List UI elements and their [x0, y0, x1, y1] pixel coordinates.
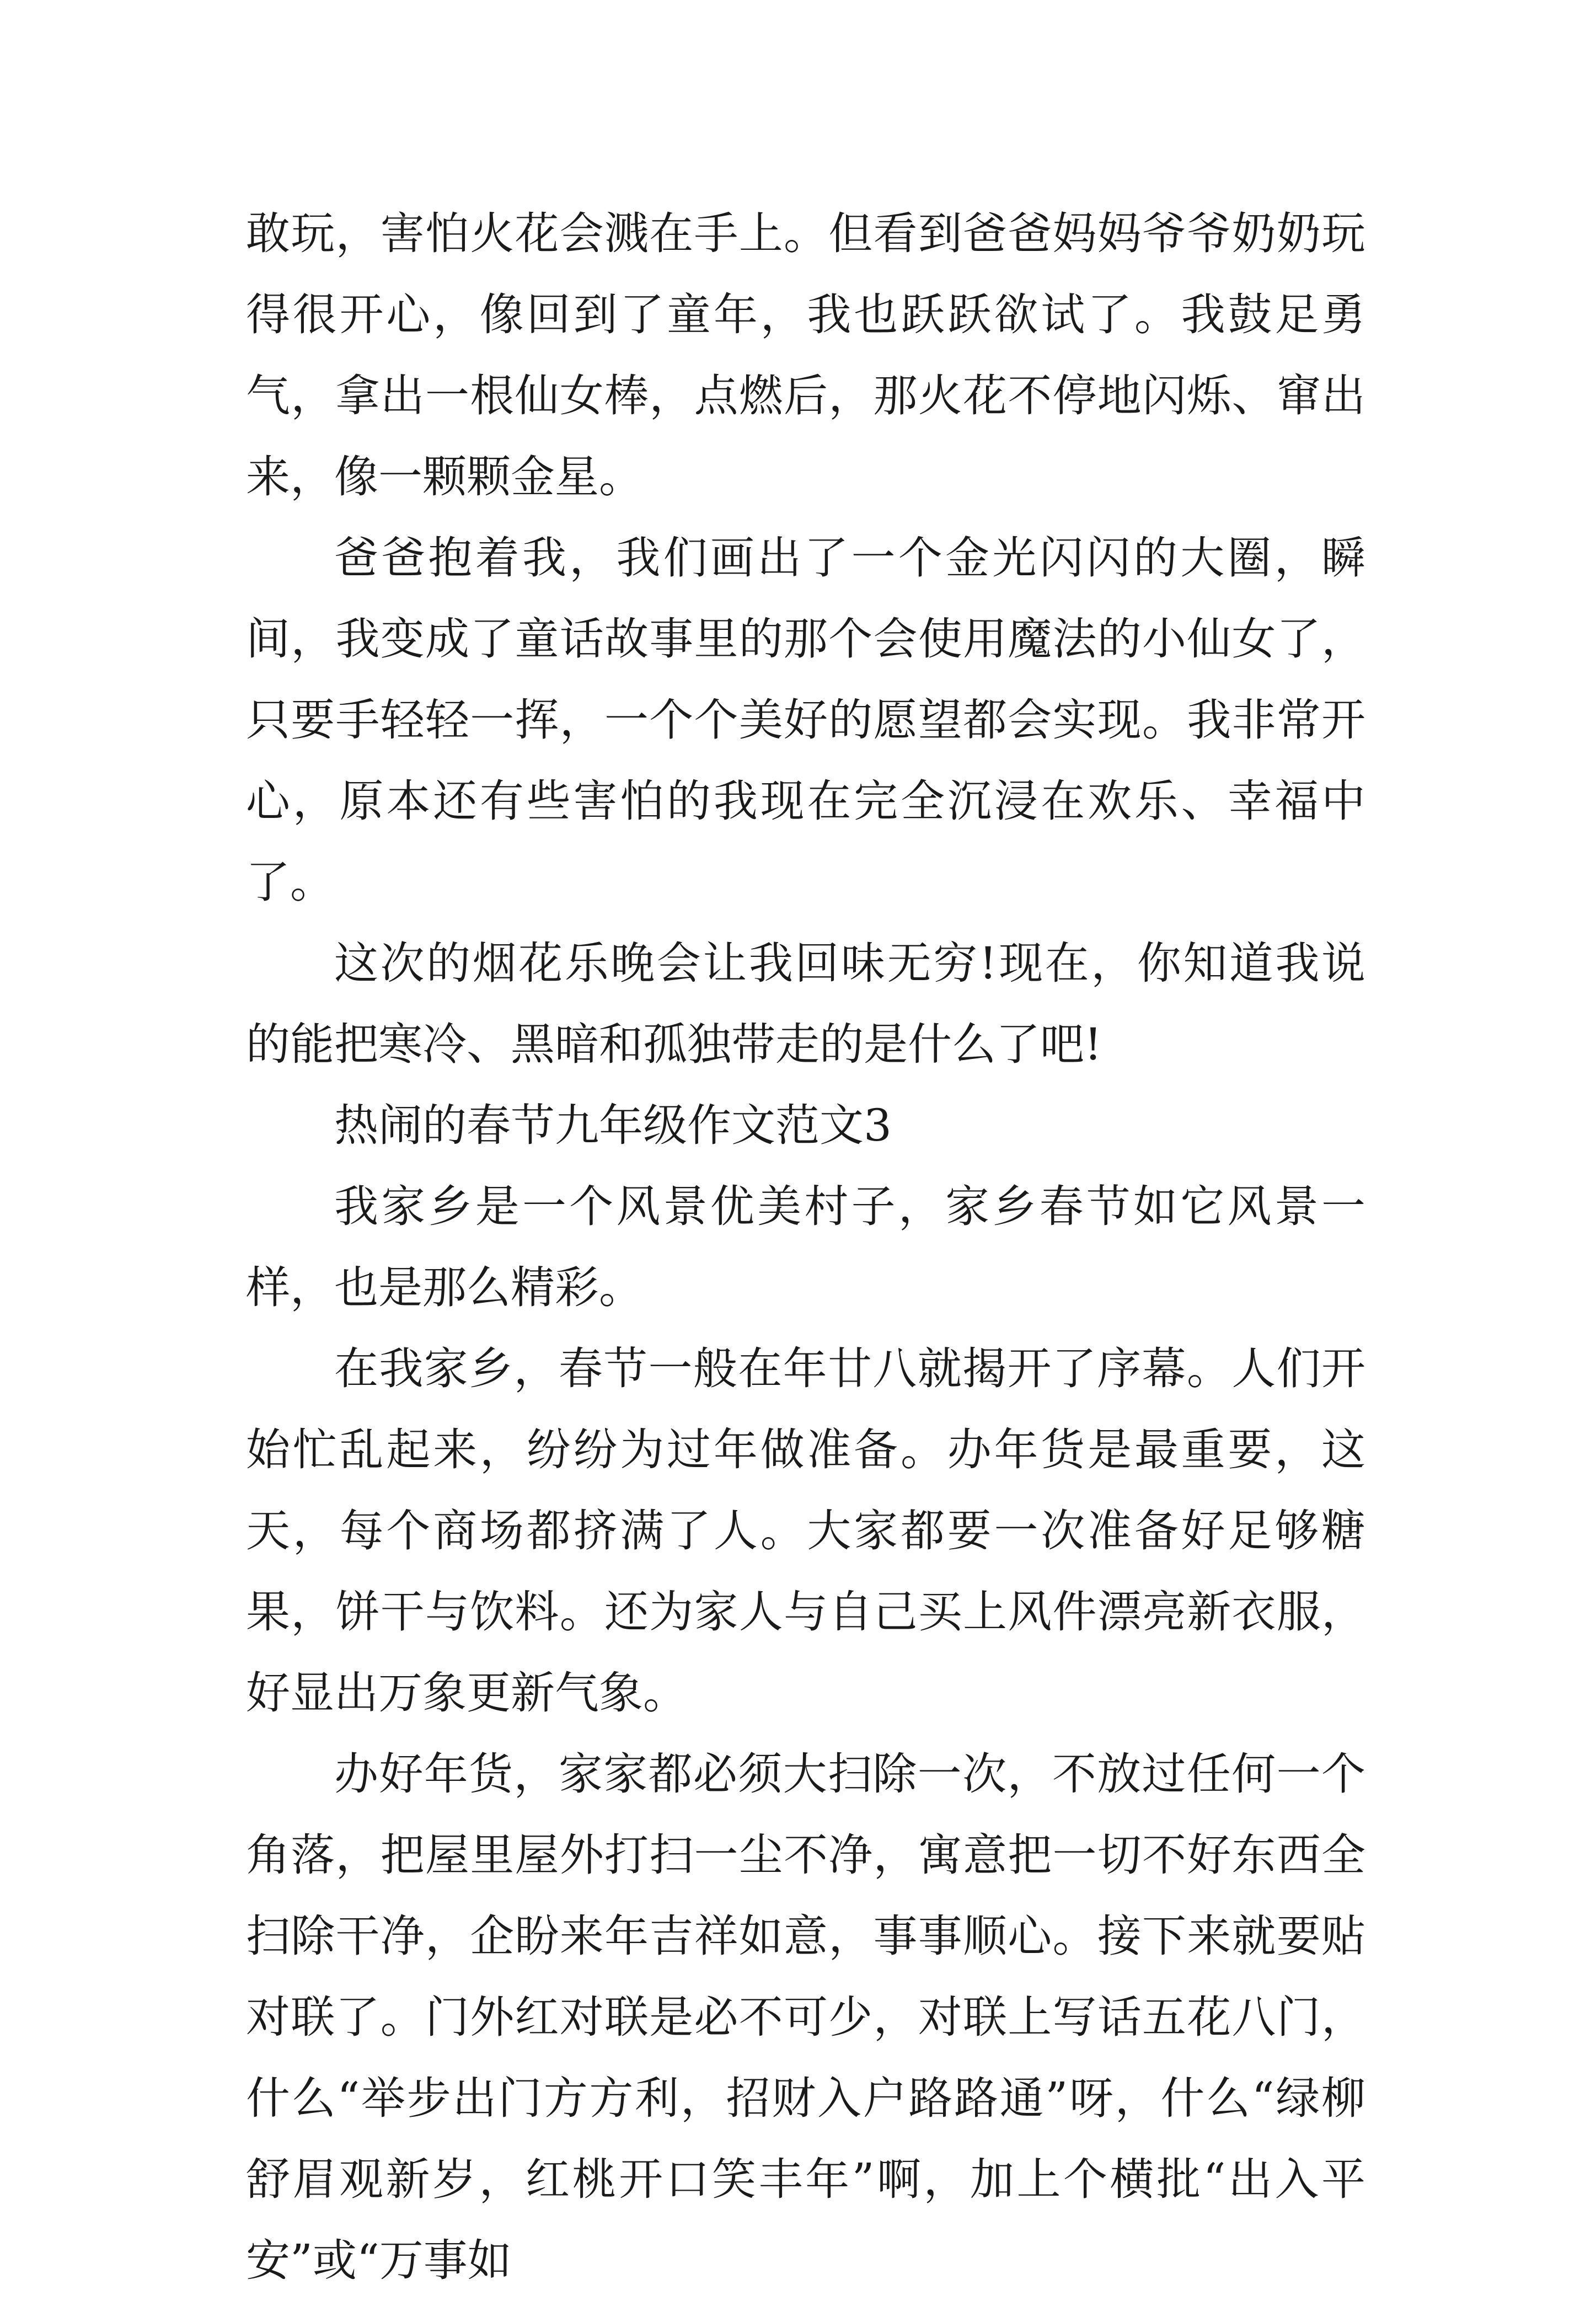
- paragraph-hometown-intro: 我家乡是一个风景优美村子，家乡春节如它风景一样，也是那么精彩。: [246, 1181, 1365, 1313]
- paragraph-new-year-shopping: 在我家乡，春节一般在年廿八就揭开了序幕。人们开始忙乱起来，纷纷为过年做准备。办年货是最重要，这天，每个商场都挤满了人。大家都要一次准备好足够糖果，饼干与饮料。还为家人与自己买上风件漂亮新衣服，好显出万象更新气象。: [246, 1343, 1365, 1719]
- paragraph-fireworks-party: 这次的烟花乐晚会让我回味无穷!现在，你知道我说的能把寒冷、黑暗和孤独带走的是什么了吧!: [246, 938, 1365, 1070]
- paragraph-dad-hug: 爸爸抱着我，我们画出了一个金光闪闪的大圈，瞬间，我变成了童话故事里的那个会使用魔法的小仙女了，只要手轻轻一挥，一个个美好的愿望都会实现。我非常开心，原本还有些害怕的我现在完全沉浸在欢乐、幸福中了。: [246, 532, 1365, 908]
- essay-heading: 热闹的春节九年级作文范文3: [334, 1100, 892, 1151]
- document-body: [246, 193, 1365, 2301]
- paragraph-cleaning-couplets: 办好年货，家家都必须大扫除一次，不放过任何一个角落，把屋里屋外打扫一尘不净，寓意把一切不好东西全扫除干净，企盼来年吉祥如意，事事顺心。接下来就要贴对联了。门外红对联是必不可少，对联上写话五花八门，什么“举步出门方方利，招财入户路路通”呀，什么“绿柳舒眉观新岁，红桃开口笑丰年”啊，加上个横批“出入平安”或“万事如: [246, 1748, 1365, 2286]
- paragraph-continuation: 敢玩，害怕火花会溅在手上。但看到爸爸妈妈爷爷奶奶玩得很开心，像回到了童年，我也跃跃欲试了。我鼓足勇气，拿出一根仙女棒，点燃后，那火花不停地闪烁、窜出来，像一颗颗金星。: [246, 208, 1365, 502]
